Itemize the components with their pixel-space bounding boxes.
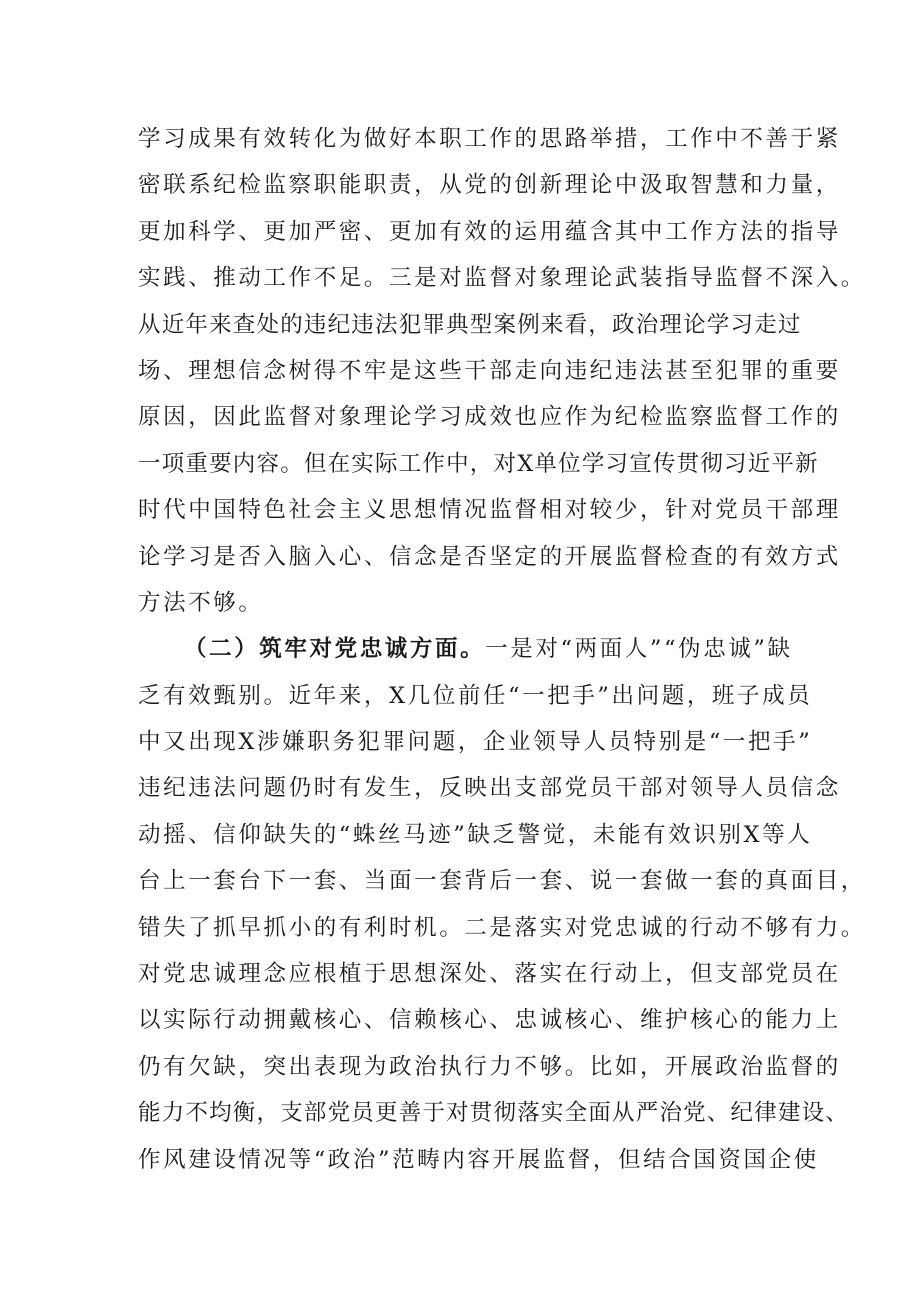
text-line: 实践、推动工作不足。三是对监督对象理论武装指导监督不深入。 (138, 265, 866, 292)
text-line: 论学习是否入脑入心、信念是否坚定的开展监督检查的有效方式 (138, 543, 841, 570)
text-line: 以实际行动拥戴核心、信赖核心、忠诚核心、维护核心的能力上 (138, 1007, 841, 1034)
text-line: 密联系纪检监察职能职责，从党的创新理论中汲取智慧和力量， (138, 172, 841, 199)
text-line: 乏有效甄别。近年来，X几位前任“一把手”出问题，班子成员 (138, 682, 813, 709)
section-first-line-text: 一是对“两面人”“伪忠诚”缺 (485, 636, 793, 663)
text-line: 台上一套台下一套、当面一套背后一套、说一套做一套的真面目， (138, 868, 866, 895)
text-line: 错失了抓早抓小的有利时机。二是落实对党忠诚的行动不够有力。 (138, 914, 866, 941)
text-line: 对党忠诚理念应根植于思想深处、落实在行动上，但支部党员在 (138, 961, 841, 988)
text-line: 方法不够。 (138, 589, 264, 616)
text-line: 仍有欠缺，突出表现为政治执行力不够。比如，开展政治监督的 (138, 1053, 841, 1080)
section-first-line (138, 626, 818, 672)
body-text (138, 116, 866, 1183)
text-line: 一项重要内容。但在实际工作中，对X单位学习宣传贯彻习近平新 (138, 450, 819, 477)
text-line: 学习成果有效转化为做好本职工作的思路举措，工作中不善于紧 (138, 126, 841, 152)
text-line: 作风建设情况等“政治”范畴内容开展监督，但结合国资国企使 (138, 1146, 819, 1173)
text-line: 中又出现X涉嫌职务犯罪问题，企业领导人员特别是“一把手” (138, 729, 813, 756)
text-line: 时代中国特色社会主义思想情况监督相对较少，针对党员干部理 (138, 497, 841, 524)
section-heading: （二）筑牢对党忠诚方面。 (184, 636, 486, 663)
text-line: 违纪违法问题仍时有发生，反映出支部党员干部对领导人员信念 (138, 775, 841, 802)
text-line: 动摇、信仰缺失的“蛛丝马迹”缺乏警觉，未能有效识别X等人 (138, 821, 813, 848)
text-line: 能力不均衡，支部党员更善于对贯彻落实全面从严治党、纪律建设、 (138, 1100, 850, 1127)
text-line: 更加科学、更加严密、更加有效的运用蕴含其中工作方法的指导 (138, 218, 841, 245)
text-line: 原因，因此监督对象理论学习成效也应作为纪检监察监督工作的 (138, 404, 841, 431)
text-line: 从近年来查处的违纪违法犯罪典型案例来看，政治理论学习走过 (138, 311, 802, 338)
text-line: 场、理想信念树得不牢是这些干部走向违纪违法甚至犯罪的重要 (138, 357, 841, 384)
